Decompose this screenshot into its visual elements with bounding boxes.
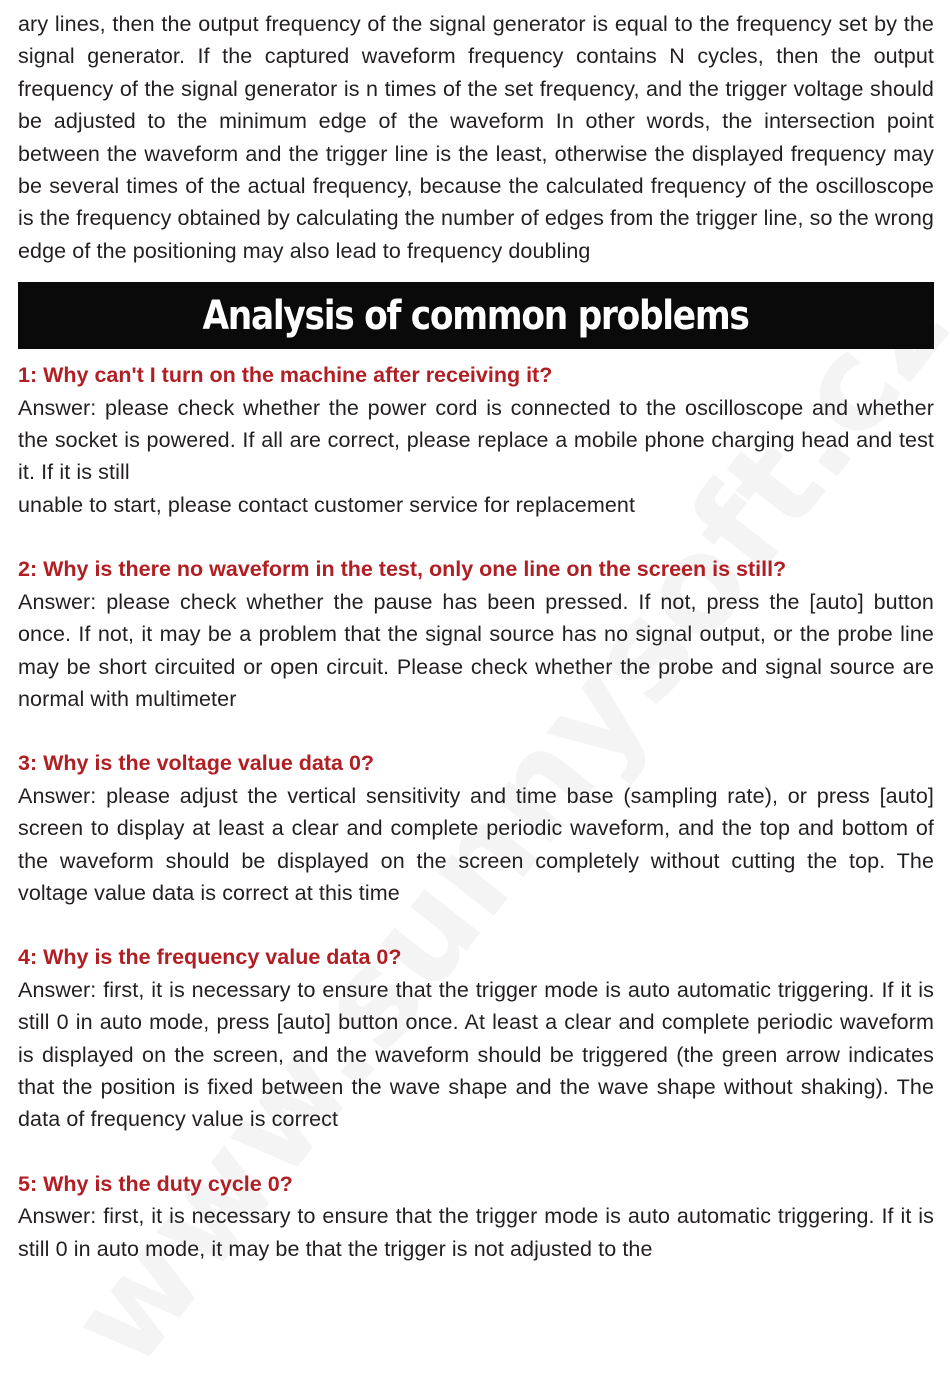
faq-answer: Answer: please adjust the vertical sensitivity and time base (sampling rate), or press [auto] screen to display at least a clear and complete periodic waveform, and the top and bottom of the waveform should be displayed on the screen completely without cutting the top. The voltage value data is correct at this time bbox=[18, 783, 934, 905]
section-title: Analysis of common problems bbox=[202, 292, 750, 339]
faq-item-5 bbox=[18, 1168, 934, 1265]
document-page bbox=[18, 8, 934, 1297]
faq-item-2 bbox=[18, 553, 934, 715]
faq-answer bbox=[18, 392, 934, 522]
faq-item-4 bbox=[18, 941, 934, 1135]
section-banner bbox=[18, 282, 934, 349]
intro-paragraph: ary lines, then the output frequency of the signal generator is equal to the frequency set by the signal generator. If the captured waveform frequency contains N cycles, then the output frequency of the signal generator is n times of the set frequency, and the trigger voltage should be adjusted to the minimum edge of the waveform In other words, the intersection point between the waveform and the trigger line is the least, otherwise the displayed frequency may be several times of the actual frequency, because the calculated frequency of the oscilloscope is the frequency obtained by calculating the number of edges from the trigger line, so the wrong edge of the positioning may also lead to frequency doubling bbox=[18, 12, 934, 263]
faq-answer: Answer: please check whether the pause has been pressed. If not, press the [auto] button once. If not, it may be a problem that the signal source has no signal output, or the probe line may be short circuited or open circuit. Please check whether the probe and signal source are normal with multimeter bbox=[18, 589, 934, 711]
faq-item-1 bbox=[18, 359, 934, 521]
faq-question: 5: Why is the duty cycle 0? bbox=[18, 1171, 293, 1196]
faq-answer-text: Answer: please check whether the power cord is connected to the oscilloscope and whether the socket is powered. If all are correct, please replace a mobile phone charging head and test it. If it is still bbox=[18, 395, 934, 485]
faq-answer-continuation: unable to start, please contact customer service for replacement bbox=[18, 492, 636, 517]
faq-question: 2: Why is there no waveform in the test, only one line on the screen is still? bbox=[18, 557, 787, 582]
faq-question: 4: Why is the frequency value data 0? bbox=[18, 945, 402, 970]
faq-question: 1: Why can't I turn on the machine after receiving it? bbox=[18, 363, 553, 388]
faq-question: 3: Why is the voltage value data 0? bbox=[18, 751, 375, 776]
faq-item-3 bbox=[18, 747, 934, 909]
faq-answer: Answer: first, it is necessary to ensure that the trigger mode is auto automatic triggering. If it is still 0 in auto mode, press [auto] button once. At least a clear and complete periodic waveform is displayed on the screen, and the waveform should be triggered (the green arrow indicates that the position is fixed between the wave shape and the wave shape without shaking). The data of frequency value is correct bbox=[18, 977, 934, 1132]
faq-answer: Answer: first, it is necessary to ensure that the trigger mode is auto automatic triggering. If it is still 0 in auto mode, it may be that the trigger is not adjusted to the bbox=[18, 1204, 934, 1261]
